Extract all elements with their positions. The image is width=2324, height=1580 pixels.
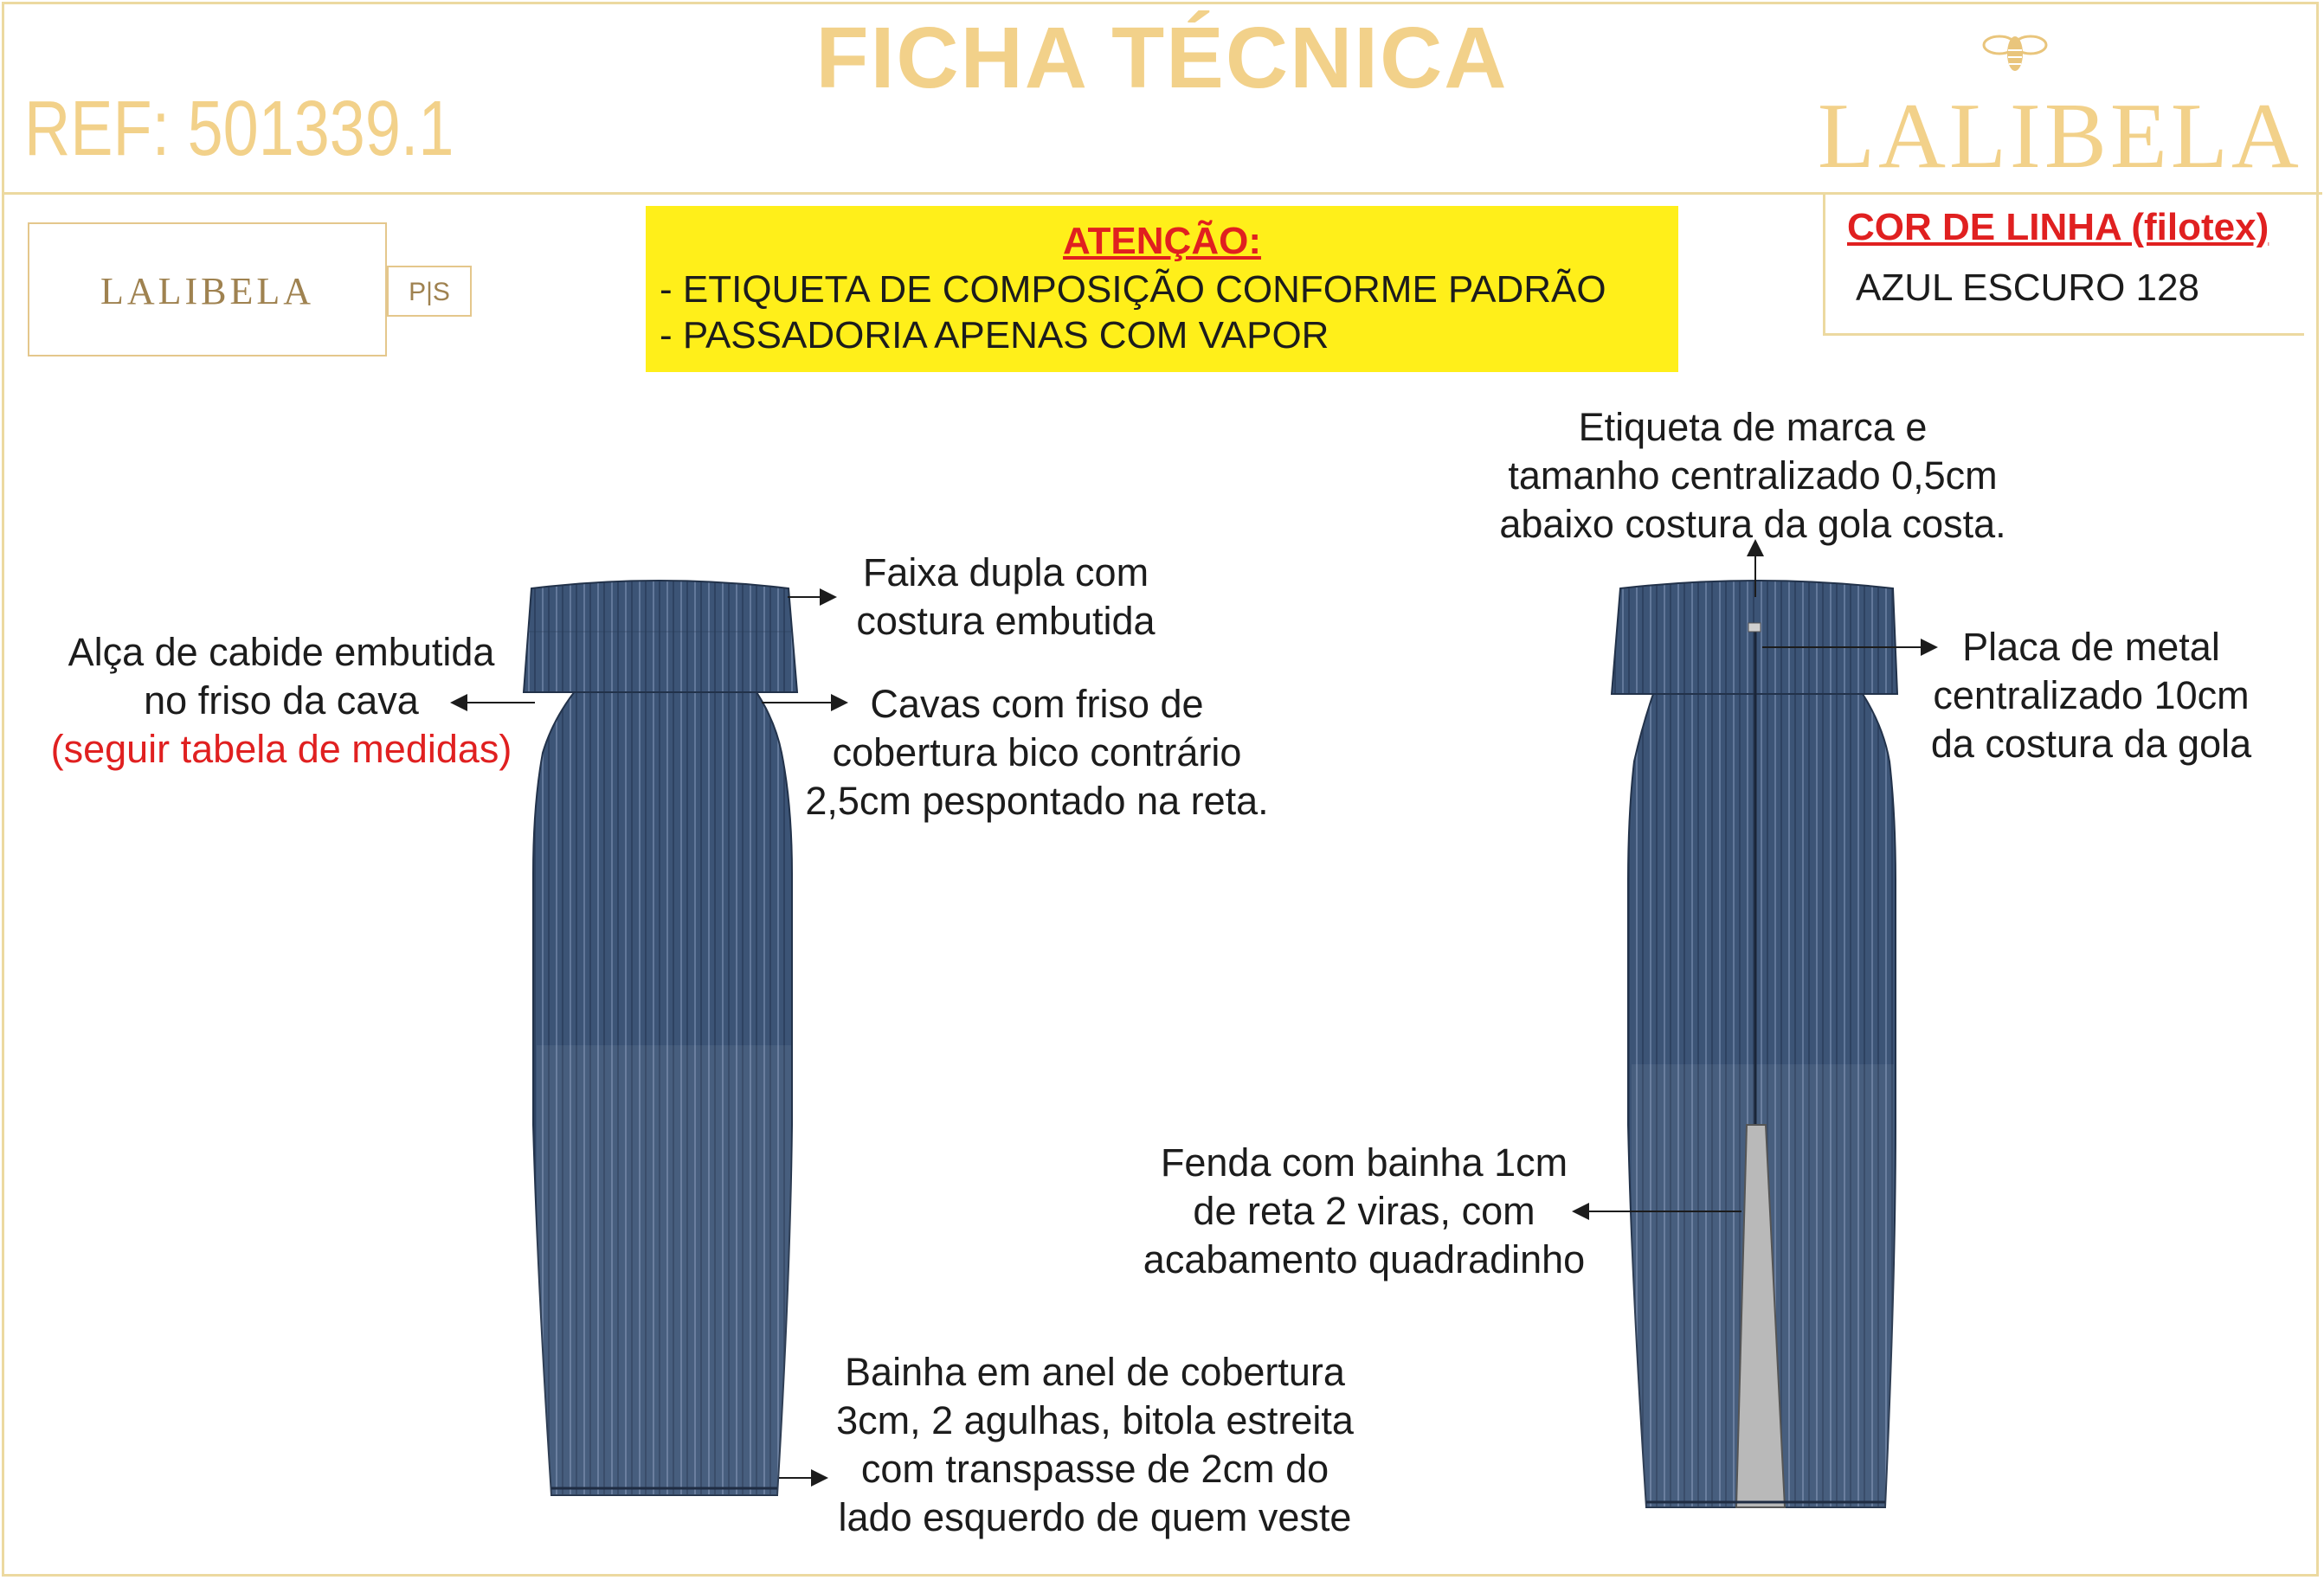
hem-note [796, 1348, 1394, 1542]
note-line: da costura da gola [1930, 722, 2252, 766]
note-line: tamanho centralizado 0,5cm [1508, 453, 1998, 498]
armholes-note [777, 680, 1297, 825]
note-line-red: (seguir tabela de medidas) [50, 727, 512, 771]
slit-note [1113, 1139, 1615, 1284]
note-line: 2,5cm pespontado na reta. [805, 779, 1269, 823]
note-line: Fenda com bainha 1cm [1160, 1140, 1568, 1185]
brand-label-note [1463, 403, 2043, 549]
note-line: cobertura bico contrário [832, 730, 1242, 774]
page-title: FICHA TÉCNICA [815, 10, 1509, 106]
label-size-text: P|S [409, 278, 450, 306]
back-view-dress [1612, 581, 1897, 1507]
thread-color-title: COR DE LINHA (filotex) [1847, 206, 2269, 248]
band-note [815, 549, 1196, 645]
note-line: lado esquerdo de quem veste [838, 1495, 1352, 1539]
reference-code: REF: 501339.1 [24, 86, 454, 172]
brand-logo: LALIBELA [1818, 85, 2302, 188]
note-line: 3cm, 2 agulhas, bitola estreita [836, 1398, 1354, 1442]
thread-color-value: AZUL ESCURO 128 [1856, 267, 2199, 309]
note-line: Etiqueta de marca e [1578, 405, 1928, 449]
note-line: acabamento quadradinho [1143, 1237, 1586, 1281]
front-view-dress [524, 581, 797, 1495]
note-line: Faixa dupla com [862, 550, 1149, 594]
note-line: com transpasse de 2cm do [860, 1447, 1329, 1491]
note-line: costura embutida [856, 599, 1156, 643]
metal-plate-note [1901, 623, 2282, 768]
note-line: Cavas com friso de [870, 682, 1204, 726]
attention-title: ATENÇÃO: [1063, 220, 1261, 262]
attention-line: - PASSADORIA APENAS COM VAPOR [660, 314, 1329, 356]
note-line: de reta 2 viras, com [1193, 1189, 1535, 1233]
note-line: abaixo costura da gola costa. [1499, 502, 2006, 546]
note-line: no friso da cava [144, 678, 419, 723]
note-line: Bainha em anel de cobertura [845, 1350, 1345, 1394]
label-brand-text: LALIBELA [100, 270, 315, 312]
note-line: centralizado 10cm [1933, 673, 2250, 717]
note-line: Placa de metal [1962, 625, 2220, 669]
note-line: Alça de cabide embutida [68, 630, 495, 674]
attention-line: - ETIQUETA DE COMPOSIÇÃO CONFORME PADRÃO [660, 268, 1606, 311]
hanger-loop-note [26, 628, 537, 774]
